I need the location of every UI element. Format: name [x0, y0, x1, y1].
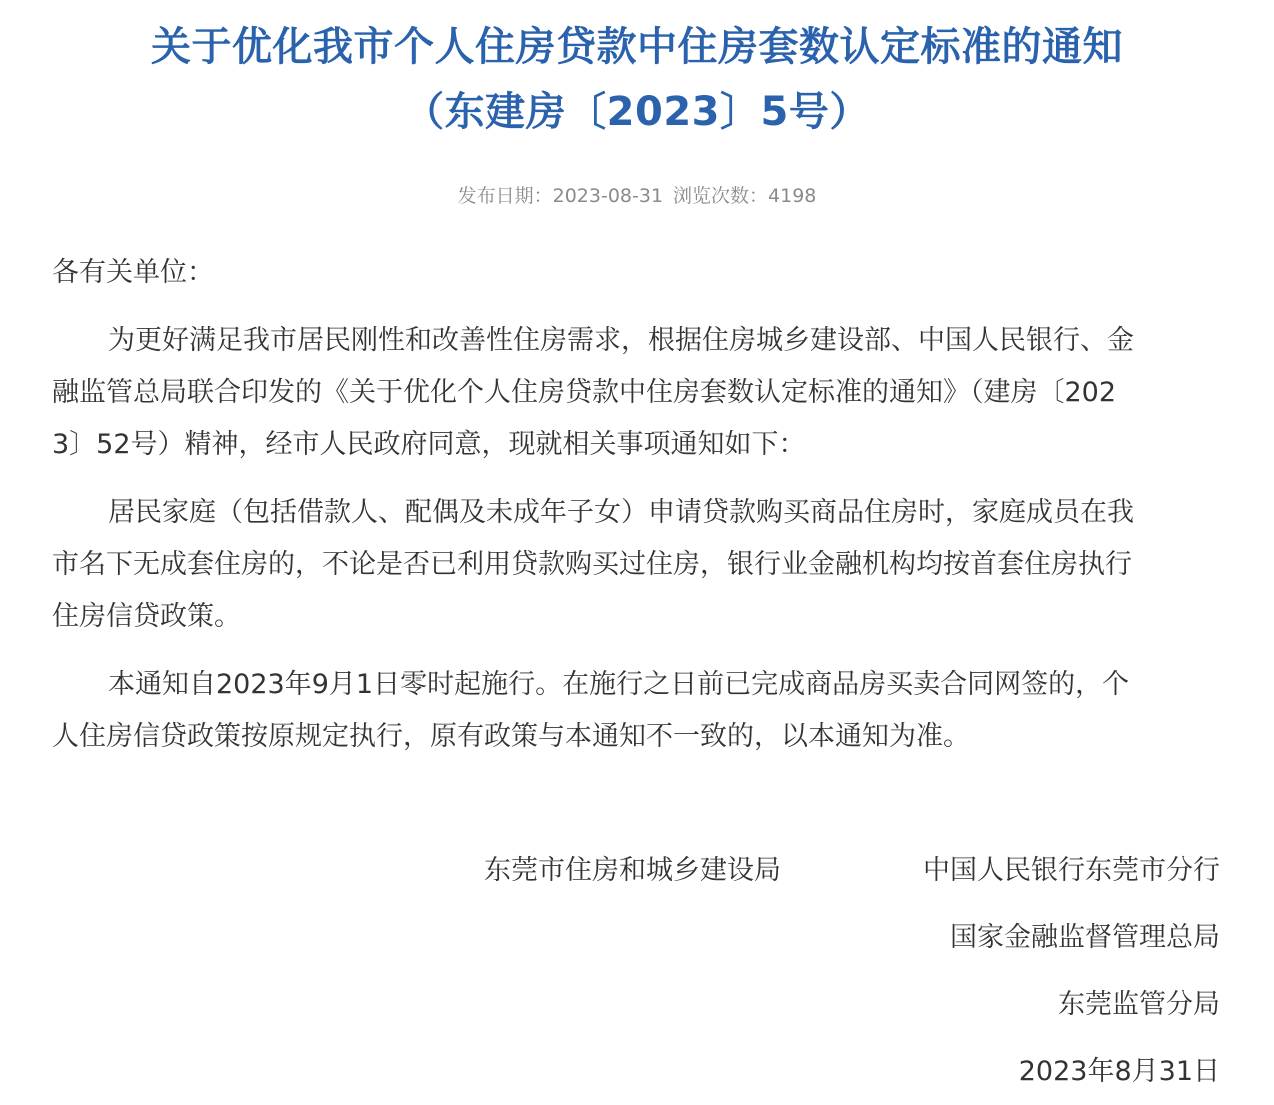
- notice-title-line2: （东建房〔2023〕5号）: [404, 89, 870, 135]
- publish-date-value: 2023-08-31: [552, 185, 664, 207]
- para1-line2: 融监管总局联合印发的《关于优化个人住房贷款中住房套数认定标准的通知》（建房〔202: [52, 377, 1117, 408]
- para3-line2: 人住房信贷政策按原规定执行，原有政策与本通知不一致的，以本通知为准。: [52, 721, 970, 752]
- signature-org-housing-bureau: 东莞市住房和城乡建设局: [484, 855, 781, 886]
- publish-meta: [0, 184, 1274, 208]
- para1-line3: 3〕52号）精神，经市人民政府同意，现就相关事项通知如下：: [52, 429, 806, 460]
- signature-org-pboc-branch: 中国人民银行东莞市分行: [923, 855, 1220, 886]
- para2-line3: 住房信贷政策。: [52, 601, 241, 632]
- notice-title-line1: 关于优化我市个人住房贷款中住房套数认定标准的通知: [151, 24, 1123, 70]
- para2-line1: 居民家庭（包括借款人、配偶及未成年子女）申请贷款购买商品住房时，家庭成员在我: [108, 497, 1134, 528]
- view-count-value: 4198: [768, 185, 817, 207]
- para2-line2: 市名下无成套住房的，不论是否已利用贷款购买过住房，银行业金融机构均按首套住房执行: [52, 549, 1132, 580]
- view-count-label: 浏览次数：: [673, 185, 769, 207]
- salutation: 各有关单位：: [52, 257, 214, 288]
- signature-org-nfra: 国家金融监督管理总局: [950, 922, 1220, 953]
- publish-date-label: 发布日期：: [457, 185, 553, 207]
- signature-org-dongguan-regulatory: 东莞监管分局: [1058, 989, 1220, 1020]
- signature-date: 2023年8月31日: [1018, 1056, 1220, 1087]
- para1-line1: 为更好满足我市居民刚性和改善性住房需求，根据住房城乡建设部、中国人民银行、金: [108, 325, 1134, 356]
- para3-line1: 本通知自2023年9月1日零时起施行。在施行之日前已完成商品房买卖合同网签的，个: [108, 669, 1130, 700]
